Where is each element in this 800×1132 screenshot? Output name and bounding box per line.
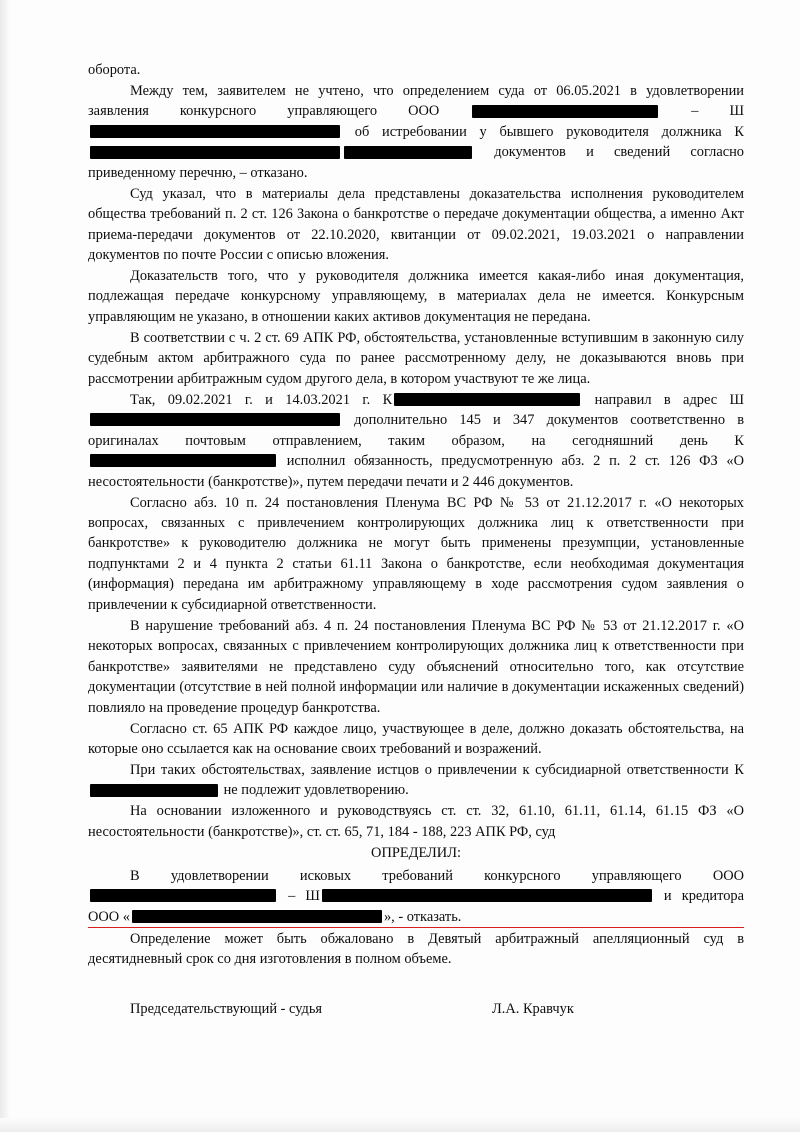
paragraph-plenum-abz4 bbox=[88, 616, 744, 718]
paragraph-text: и кредитора ООО « bbox=[88, 888, 744, 925]
paragraph-text: оборота. bbox=[88, 62, 141, 78]
paragraph-no-evidence bbox=[88, 266, 744, 327]
redaction-block bbox=[90, 454, 276, 467]
paragraph-text: В удовлетворении исковых требований конкурсного управляющего ООО bbox=[130, 867, 744, 884]
paragraph-text: исполнил обязанность, предусмотренную абз. 2 п. 2 ст. 126 ФЗ «О несостоятельности (банкротстве)», путем передачи печати и 2 446 документов. bbox=[88, 453, 744, 490]
redaction-block bbox=[132, 910, 382, 923]
redaction-block bbox=[90, 413, 340, 426]
paragraph-apk-65 bbox=[88, 719, 744, 760]
redaction-block bbox=[394, 393, 580, 406]
paragraph-text: направил в адрес Ш bbox=[582, 391, 744, 408]
paragraph-text: Согласно абз. 10 п. 24 постановления Пленума ВС РФ № 53 от 21.12.2017 г. «О некоторых вопросах, связанных с привлечением контролирующих должника лиц к ответственности при банкротстве» к руководителю должника не могут быть применены презумпции, установленные подпунктами 2 и 4 пункта 2 статьи 61.11 Закона о банкротстве, если необходимая документация (информация) передана им арбитражному управляющему в ходе рассмотрения судом заявления о привлечении к субсидиарной ответственности. bbox=[88, 494, 744, 613]
paragraph-ruling bbox=[88, 866, 744, 928]
scan-edge-left bbox=[0, 0, 10, 1132]
redaction-block bbox=[90, 146, 340, 159]
document-body bbox=[88, 60, 744, 1020]
redaction-block bbox=[90, 125, 340, 138]
ruling-block bbox=[88, 866, 744, 928]
paragraph-text: не подлежит удовлетворению. bbox=[220, 782, 409, 799]
ruling-heading: ОПРЕДЕЛИЛ: bbox=[371, 845, 461, 862]
paragraph-text: Так, 09.02.2021 г. и 14.03.2021 г. К bbox=[130, 391, 393, 408]
signature-role: Председательствующий - судья bbox=[130, 1001, 323, 1018]
paragraph-conclusion bbox=[88, 760, 744, 801]
paragraph-text: – Ш bbox=[278, 888, 320, 905]
paragraph-continuation bbox=[88, 60, 744, 80]
paragraph-legal-basis bbox=[88, 801, 744, 842]
signature-row bbox=[88, 999, 744, 1019]
paragraph-court-stated bbox=[88, 184, 744, 266]
paragraph-text: В соответствии с ч. 2 ст. 69 АПК РФ, обстоятельства, установленные вступившим в законную силу судебным актом арбитражного суда по ранее рассмотренному делу, не доказываются вновь при рассмотрении арбитражным судом другого дела, в котором участвуют те же лица. bbox=[88, 329, 744, 387]
paragraph-appeal bbox=[88, 929, 744, 970]
redaction-block bbox=[90, 889, 276, 902]
paragraph-text: На основании изложенного и руководствуясь ст. ст. 32, 61.10, 61.11, 61.14, 61.15 ФЗ «О несостоятельности (банкротстве)», ст. ст. 65, 71, 184 - 188, 223 АПК РФ, суд bbox=[88, 803, 744, 840]
signature-name: Л.А. Кравчук bbox=[492, 1001, 574, 1018]
paragraph-text: В нарушение требований абз. 4 п. 24 постановления Пленума ВС РФ № 53 от 21.12.2017 г. «О некоторых вопросах, связанных с привлечением контролирующих должника лиц к ответственности при банкротстве» заявителями не представлено суду объяснений относительно того, как отсутствие документации (отсутствие в ней полной информации или наличие в документации искаженных сведений) повлияло на проведение процедур банкротства. bbox=[88, 617, 744, 716]
paragraph-text: об истребовании у бывшего руководителя должника К bbox=[342, 123, 744, 140]
paragraph-text: Между тем, заявителем не учтено, что определением суда от 06.05.2021 в удовлетворении заявления конкурсного управляющего ООО bbox=[88, 82, 744, 120]
paragraph-text: документов и сведений согласно приведенному перечню, – отказано. bbox=[88, 144, 744, 181]
redaction-block bbox=[90, 784, 218, 797]
redaction-block bbox=[322, 889, 652, 902]
paragraph-text: », - отказать. bbox=[383, 908, 462, 925]
paragraph-court-denial bbox=[88, 81, 744, 183]
paragraph-text: Суд указал, что в материалы дела представлены доказательства исполнения руководителем общества требований п. 2 ст. 126 Закона о банкротстве о передаче документации общества, а именно Акт приема-передачи документов от 22.10.2020, квитанции от 09.02.2021, 19.03.2021 о направлении документов по почте России с описью вложения. bbox=[88, 185, 744, 264]
paragraph-text: При таких обстоятельствах, заявление истцов о привлечении к субсидиарной ответственности К bbox=[130, 761, 744, 778]
scan-edge-bottom bbox=[0, 1118, 800, 1132]
paragraph-text: Определение может быть обжаловано в Девятый арбитражный апелляционный суд в десятидневный срок со дня изготовления в полном объеме. bbox=[88, 930, 744, 967]
paragraph-text: Согласно ст. 65 АПК РФ каждое лицо, участвующее в деле, должно доказать обстоятельства, на которые оно ссылается как на основание своих требований и возражений. bbox=[88, 720, 744, 757]
paragraph-text: – Ш bbox=[660, 103, 744, 120]
redaction-block bbox=[344, 146, 472, 159]
redaction-block bbox=[472, 105, 658, 118]
paragraph-text: дополнительно 145 и 347 документов соответственно в оригиналах почтовым отправлением, таким образом, на сегодняшний день К bbox=[88, 412, 744, 449]
paragraph-plenum-abz10 bbox=[88, 493, 744, 616]
paragraph-documents-sent bbox=[88, 390, 744, 492]
paragraph-text: Доказательств того, что у руководителя должника имеется какая-либо иная документация, подлежащая передаче конкурсному управляющему, в материалах дела не имеется. Конкурсным управляющим не указано, в отношении каких активов документация не передана. bbox=[88, 268, 744, 325]
paragraph-apk-69 bbox=[88, 328, 744, 389]
